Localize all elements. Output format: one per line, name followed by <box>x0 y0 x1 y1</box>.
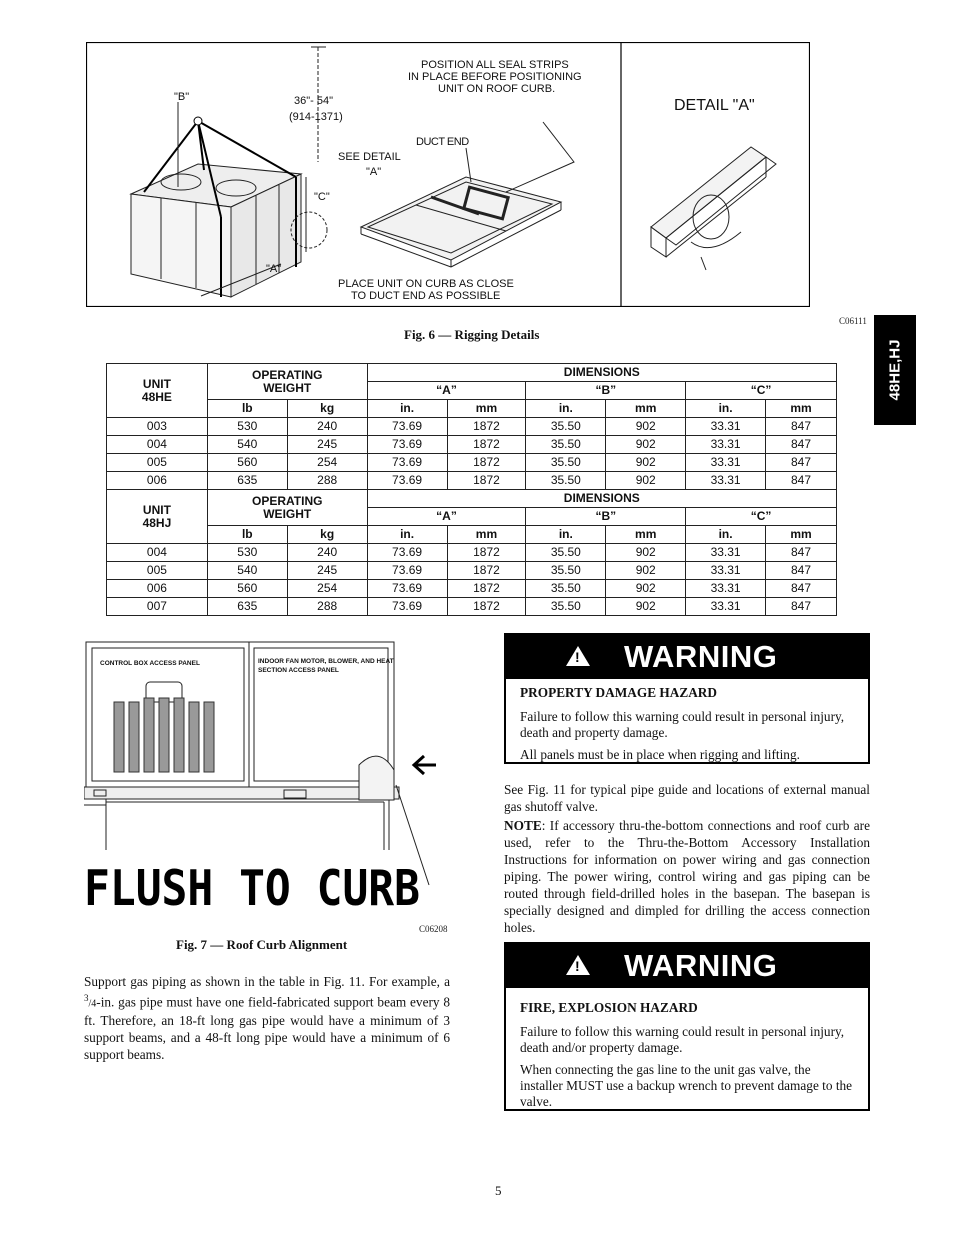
label-place-unit-1: PLACE UNIT ON CURB AS CLOSE <box>338 278 514 290</box>
table-cell: 635 <box>207 598 287 616</box>
table-cell: 288 <box>287 472 367 490</box>
table-cell: 902 <box>606 562 686 580</box>
table-cell: 35.50 <box>526 454 606 472</box>
flush-to-curb-label: FLUSH TO CURB <box>84 860 420 910</box>
label-see-detail: SEE DETAIL <box>338 151 401 163</box>
note-paragraph: NOTE: If accessory thru-the-bottom connections and roof curb are used, refer to the Thru-the-Bottom Accessory Installation Instructions for information on power wiring and gas connection piping. The power wiring, control wiring and gas piping can be routed through field-drilled holes in the basepan. The basepan is specially designed and dimpled for drilling the access connection holes. <box>504 818 870 935</box>
unit-header: lb <box>207 400 287 418</box>
table-cell: 1872 <box>447 436 526 454</box>
table-cell: 560 <box>207 580 287 598</box>
table-cell: 847 <box>766 562 837 580</box>
warning-hazard-title: PROPERTY DAMAGE HAZARD <box>520 685 718 700</box>
table-cell: 73.69 <box>367 454 447 472</box>
unit-header: in. <box>686 526 766 544</box>
table-cell: 33.31 <box>686 580 766 598</box>
table-row <box>107 454 837 472</box>
unit-header: mm <box>606 400 686 418</box>
label-indoor-fan-panel-2: SECTION ACCESS PANEL <box>258 667 339 674</box>
table-cell: 902 <box>606 598 686 616</box>
unit-header: in. <box>526 400 606 418</box>
unit-model-header: UNIT 48HJ <box>107 490 208 544</box>
roof-curb-alignment-figure <box>84 640 452 910</box>
table-cell: 35.50 <box>526 580 606 598</box>
figure-code: C06111 <box>839 316 867 326</box>
table-cell: 530 <box>207 544 287 562</box>
table-cell: 33.31 <box>686 436 766 454</box>
pipe-guide-paragraph: See Fig. 11 for typical pipe guide and locations of external manual gas shutoff valve. <box>504 782 870 814</box>
table-cell: 635 <box>207 472 287 490</box>
warning-triangle-icon: ! <box>566 646 590 666</box>
table-cell: 902 <box>606 418 686 436</box>
table-cell: 1872 <box>447 562 526 580</box>
label-dimension-mm: (914-1371) <box>289 111 343 123</box>
table-cell: 847 <box>766 454 837 472</box>
table-cell: 560 <box>207 454 287 472</box>
table-cell: 540 <box>207 562 287 580</box>
property-damage-warning <box>504 633 870 764</box>
table-cell: 003 <box>107 418 208 436</box>
table-row <box>107 472 837 490</box>
label-control-box-panel: CONTROL BOX ACCESS PANEL <box>100 660 200 667</box>
unit-header: in. <box>367 400 447 418</box>
label-seal-strips-1: POSITION ALL SEAL STRIPS <box>421 59 569 71</box>
warning-header <box>506 635 868 679</box>
table-row <box>107 436 837 454</box>
table-row <box>107 580 837 598</box>
table-cell: 902 <box>606 544 686 562</box>
table-cell: 35.50 <box>526 436 606 454</box>
warning-text: All panels must be in place when rigging and lifting. <box>520 747 800 762</box>
label-duct-end: DUCT END <box>416 136 469 148</box>
table-cell: 1872 <box>447 544 526 562</box>
warning-text: Failure to follow this warning could result in personal injury, death and property damage. <box>520 709 845 740</box>
table-units-row <box>107 400 837 418</box>
section-tab: 48HE,HJ <box>874 315 916 425</box>
dimension-c-header: “C” <box>686 382 837 400</box>
unit-header: mm <box>447 526 526 544</box>
table-cell: 240 <box>287 544 367 562</box>
table-header-row <box>107 364 837 382</box>
operating-weight-header: OPERATING WEIGHT <box>207 364 367 400</box>
unit-header: mm <box>766 526 837 544</box>
table-cell: 902 <box>606 472 686 490</box>
table-cell: 847 <box>766 598 837 616</box>
warning-text: When connecting the gas line to the unit gas valve, the installer MUST use a backup wrench to prevent damage to the valve. <box>520 1062 853 1109</box>
unit-header: mm <box>606 526 686 544</box>
table-cell: 35.50 <box>526 598 606 616</box>
table-cell: 73.69 <box>367 598 447 616</box>
table-cell: 004 <box>107 544 208 562</box>
dimension-b-header: “B” <box>526 382 686 400</box>
dimension-c-header: “C” <box>686 508 837 526</box>
table-cell: 33.31 <box>686 544 766 562</box>
table-cell: 73.69 <box>367 436 447 454</box>
unit-header: mm <box>447 400 526 418</box>
right-column-text <box>504 781 870 936</box>
dimension-b-header: “B” <box>526 508 686 526</box>
table-cell: 254 <box>287 454 367 472</box>
unit-model-header: UNIT 48HE <box>107 364 208 418</box>
dimensions-header: DIMENSIONS <box>367 364 836 382</box>
table-cell: 1872 <box>447 472 526 490</box>
table-cell: 33.31 <box>686 454 766 472</box>
table-cell: 1872 <box>447 580 526 598</box>
label-dimension: 36"- 54" <box>294 95 333 107</box>
table-cell: 902 <box>606 454 686 472</box>
operating-weight-header: OPERATING WEIGHT <box>207 490 367 526</box>
table-cell: 73.69 <box>367 544 447 562</box>
unit-header: mm <box>766 400 837 418</box>
table-cell: 254 <box>287 580 367 598</box>
figure-7-caption: Fig. 7 — Roof Curb Alignment <box>176 937 348 952</box>
table-cell: 004 <box>107 436 208 454</box>
table-cell: 35.50 <box>526 544 606 562</box>
label-see-detail-a: "A" <box>366 166 382 178</box>
unit-header: in. <box>367 526 447 544</box>
label-b: "B" <box>174 91 190 103</box>
table-cell: 007 <box>107 598 208 616</box>
unit-header: in. <box>526 526 606 544</box>
label-seal-strips-3: UNIT ON ROOF CURB. <box>438 83 556 95</box>
table-row <box>107 418 837 436</box>
label-a: "A" <box>266 263 282 275</box>
dimensions-table <box>106 363 837 616</box>
label-c: "C" <box>314 191 330 203</box>
table-cell: 1872 <box>447 454 526 472</box>
table-cell: 35.50 <box>526 418 606 436</box>
table-cell: 33.31 <box>686 562 766 580</box>
fire-explosion-warning <box>504 942 870 1111</box>
table-cell: 245 <box>287 436 367 454</box>
table-cell: 288 <box>287 598 367 616</box>
label-place-unit-2: TO DUCT END AS POSSIBLE <box>351 290 501 302</box>
rigging-details-figure <box>86 42 810 307</box>
table-cell: 73.69 <box>367 580 447 598</box>
page-number: 5 <box>495 1183 502 1198</box>
table-cell: 847 <box>766 436 837 454</box>
table-cell: 847 <box>766 544 837 562</box>
table-cell: 33.31 <box>686 418 766 436</box>
unit-header: in. <box>686 400 766 418</box>
table-cell: 902 <box>606 436 686 454</box>
table-cell: 73.69 <box>367 562 447 580</box>
table-cell: 005 <box>107 454 208 472</box>
table-cell: 35.50 <box>526 562 606 580</box>
table-cell: 240 <box>287 418 367 436</box>
table-cell: 35.50 <box>526 472 606 490</box>
warning-title: WARNING <box>624 639 778 674</box>
label-detail-a: DETAIL "A" <box>674 97 755 114</box>
table-cell: 005 <box>107 562 208 580</box>
figure-7-code: C06208 <box>419 924 448 934</box>
table-row <box>107 544 837 562</box>
unit-header: lb <box>207 526 287 544</box>
table-cell: 73.69 <box>367 472 447 490</box>
table-header-row <box>107 490 837 508</box>
table-cell: 530 <box>207 418 287 436</box>
dimension-a-header: “A” <box>367 382 526 400</box>
table-cell: 1872 <box>447 418 526 436</box>
table-cell: 33.31 <box>686 598 766 616</box>
table-cell: 006 <box>107 580 208 598</box>
table-cell: 245 <box>287 562 367 580</box>
dimension-a-header: “A” <box>367 508 526 526</box>
warning-header <box>506 944 868 988</box>
unit-header: kg <box>287 526 367 544</box>
table-cell: 1872 <box>447 598 526 616</box>
warning-hazard-title: FIRE, EXPLOSION HAZARD <box>520 1000 698 1015</box>
table-cell: 73.69 <box>367 418 447 436</box>
figure-6-caption: Fig. 6 — Rigging Details <box>404 327 540 342</box>
table-cell: 540 <box>207 436 287 454</box>
table-cell: 006 <box>107 472 208 490</box>
table-row <box>107 562 837 580</box>
support-gas-piping-text: Support gas piping as shown in the table in Fig. 11. For example, a $^3$/4-in. gas pipe must have one field-fabricated support beam every 8 ft. Therefore, an 18-ft long gas pipe would have a minimum of 3 support beams, and a 48-ft long pipe would have a minimum of 6 support beams. <box>84 974 450 1063</box>
warning-title: WARNING <box>624 948 778 983</box>
table-cell: 33.31 <box>686 472 766 490</box>
warning-triangle-icon: ! <box>566 955 590 975</box>
warning-text: Failure to follow this warning could result in personal injury, death and/or property damage. <box>520 1024 845 1055</box>
unit-header: kg <box>287 400 367 418</box>
dimensions-header: DIMENSIONS <box>367 490 836 508</box>
table-units-row <box>107 526 837 544</box>
table-cell: 902 <box>606 580 686 598</box>
table-cell: 847 <box>766 418 837 436</box>
table-row <box>107 598 837 616</box>
table-cell: 847 <box>766 472 837 490</box>
label-seal-strips-2: IN PLACE BEFORE POSITIONING <box>408 71 582 83</box>
table-cell: 847 <box>766 580 837 598</box>
label-indoor-fan-panel-1: INDOOR FAN MOTOR, BLOWER, AND HEAT <box>258 658 394 665</box>
